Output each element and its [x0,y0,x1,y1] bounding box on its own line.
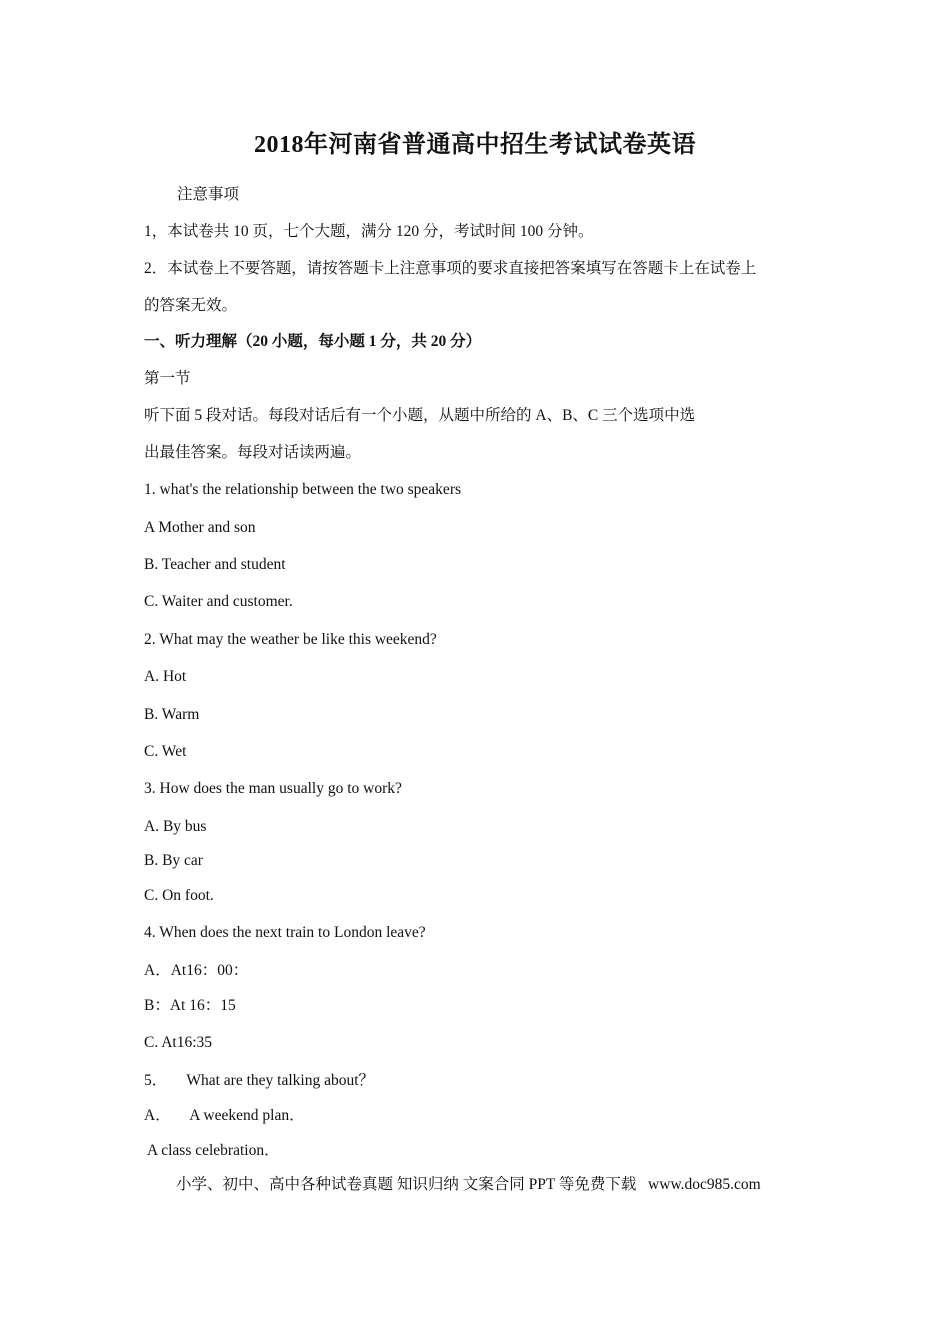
question-3-option-b: B. By car [144,852,203,869]
question-2-option-b: B. Warm [144,706,200,723]
page-title: 2018年河南省普通高中招生考试试卷英语 [254,132,696,158]
notes-heading: 注意事项 [177,186,240,203]
question-1-stem: 1. what's the relationship between the two speakers [144,481,462,498]
question-2-option-a: A. Hot [144,668,187,685]
question-2-option-c: C. Wet [144,743,187,760]
footer-text: 小学、初中、高中各种试卷真题 知识归纳 文案合同 PPT 等免费下载 www.doc985.com [176,1176,761,1193]
question-3-option-a: A. By bus [144,818,207,835]
instructions-line1: 听下面 5 段对话。每段对话后有一个小题，从题中所给的 A、B、C 三个选项中选 [144,407,696,424]
note-2-line1: 2．本试卷上不要答题，请按答题卡上注意事项的要求直接把答案填写在答题卡上在试卷上 [144,260,757,277]
part-1-label: 第一节 [144,370,191,387]
question-4-stem: 4. When does the next train to London leave? [144,924,426,941]
note-2-line2: 的答案无效。 [144,297,238,314]
section-1-heading: 一、听力理解（20 小题，每小题 1 分，共 20 分） [144,333,482,350]
question-3-option-c: C. On foot. [144,887,214,904]
question-5-option-a: A． A weekend plan． [144,1107,305,1124]
question-5-stem: 5． What are they talking about？ [144,1072,375,1089]
question-1-option-a: A Mother and son [144,519,256,536]
question-4-option-c: C. At16:35 [144,1034,213,1051]
question-4-option-b: B：At 16：15 [144,997,236,1014]
question-5-option-b: A class celebration． [144,1142,280,1159]
question-4-option-a: A．At16：00： [144,962,249,979]
question-1-option-b: B. Teacher and student [144,556,286,573]
question-3-stem: 3. How does the man usually go to work? [144,780,402,797]
question-2-stem: 2. What may the weather be like this weekend? [144,631,437,648]
instructions-line2: 出最佳答案。每段对话读两遍。 [144,444,362,461]
question-1-option-c: C. Waiter and customer. [144,593,293,610]
note-1: 1，本试卷共 10 页，七个大题，满分 120 分，考试时间 100 分钟。 [144,223,594,240]
